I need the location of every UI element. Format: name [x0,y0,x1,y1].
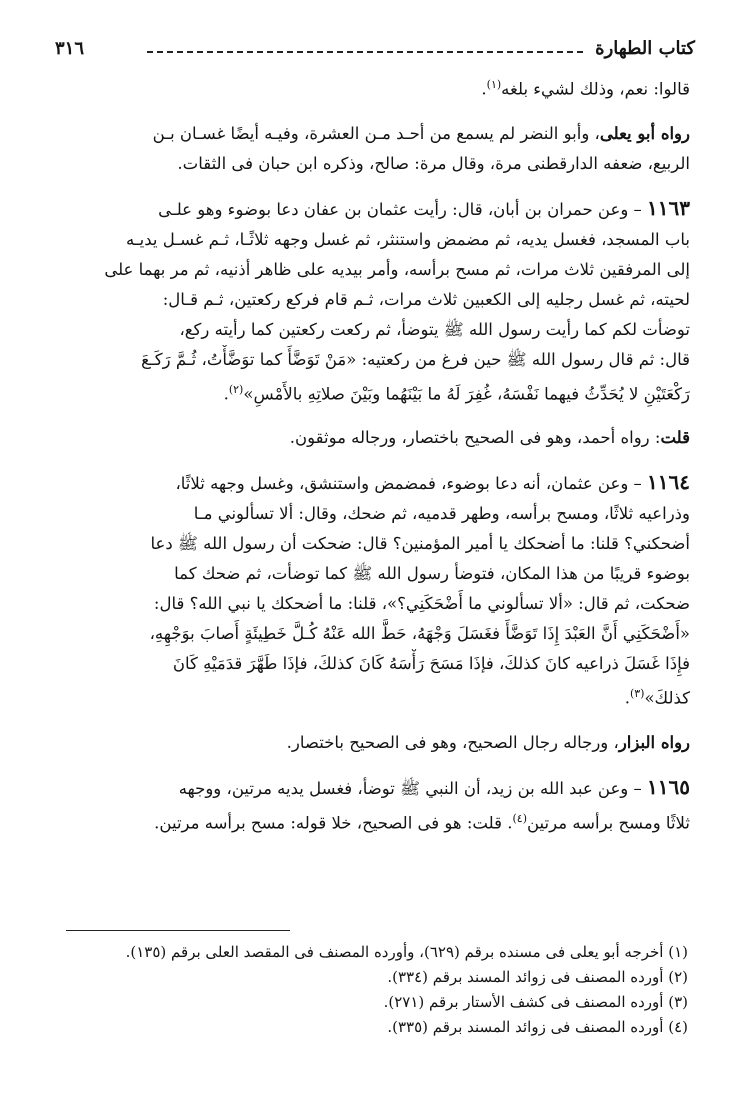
footnote: (٣) أورده المصنف فى كشف الأستار برقم (٢٧١). [383,993,688,1011]
hadith-text: ثلاثًا ومسح برأسه مرتين [527,813,690,832]
footnote-ref: (١) [486,78,502,91]
page-body [62,70,690,852]
intro-paragraph: قالوا: نعم، وذلك لشيء بلغه$^{(١)}$. [481,78,690,99]
hadith-number: ١١٦٣ [647,195,690,220]
source-label: رواه البزار [618,732,690,752]
hadith-text: – وعن حمران بن أبان، قال: رأيت عثمان بن عفان دعا بوضوء وهو علـى [158,199,648,219]
narration-abu-yala [62,119,690,179]
footnote: (١) أخرجه أبو يعلى فى مسنده برقم (٦٢٩)، وأورده المصنف فى المقصد العلى برقم (١٣٥). [125,943,688,961]
hadith-text: . قلت: هو فى الصحيح، خلا قوله: مسح برأسه مرتين. [154,813,513,832]
hadith-text: توضأت لكم كما رأيت رسول الله ﷺ يتوضأ، ثم ركعت ركعتين كما رأيته ركع، [179,319,690,339]
hadith-text: ضحكت، ثم قال: «ألا تسألوني ما أَضْحَكَنِي؟»، قلنا: ما أضحكك يا نبي الله؟ قال: [153,594,690,613]
paragraph-text: ، ورجاله رجال الصحيح، وهو فى الصحيح باختصار. [286,732,619,752]
hadith-text: إلى المرفقين ثلاث مرات، ثم مسح برأسه، وأمر بيديه على ظاهر أذنيه، ثم مر بهما على [104,259,690,279]
hadith-text: رَكْعَتَيْنِ لا يُحَدِّثُ فيهما نَفْسَهُ، غُفِرَ لَهُ ما بَيْنَهُما وبَيْنَ صلاتِهِ بالأَمْسِ» [243,384,690,403]
hadith-text: باب المسجد، فغسل يديه، ثم مضمض واستنثر، ثم غسل وجهه ثلاثًـا، ثـم غسـل يديـه [125,229,690,249]
footnote-ref: (٢) [228,382,244,396]
footnote-ref: (٤) [512,811,527,825]
paragraph-text: ، وأبو النضر لم يسمع من أحـد مـن العشرة، وفيـه أيضًا غسـان بـن [152,123,600,143]
hadith-text: لحيته، ثم غسل رجليه إلى الكعبين ثلاث مرات، ثـم قام فركع ركعتين، ثـم قـال: [162,289,690,309]
hadith-text: قال: ثم قال رسول الله ﷺ حين فرغ من ركعتيه: «مَنْ تَوَضَّأَ كما توَضَّأْتُ، ثُـمَّ رَكَـعَ [141,349,690,369]
running-header [55,36,695,66]
source-label: رواه أبو يعلى [599,123,690,143]
hadith-number: ١١٦٥ [647,774,690,799]
hadith-1164: ١١٦٤ – وعن عثمان، أنه دعا بوضوء، فمضمض واستنشق، وغسل وجهه ثلاثًا، وذراعيه ثلاثًا، ومسح برأسه، وطهر قدميه، ثم ضحك، وقال: ألا تسألوني مـا أضحكني؟ قلنا: ما أضحكك يا أمير المؤمنين؟ قال: ضحكت أن رسول الله ﷺ دعا بوضوء قريبًا من هذا المكان، فتوضأ رسول الله ﷺ كما توضأت، ثم ضحك كما ضحكت، ثم قال: «ألا تسألوني ما أَضْحَكَنِي؟»، قلنا: ما أضحكك يا نبي الله؟ قال: «أَضْحَكَنِي أَنَّ العَبْدَ إِذَا تَوَضَّأَ فغَسَلَ وَجْهَهُ، حَطَّ الله عَنْهُ كُـلَّ خَطِيئَةٍ أَصابَ بوَجْهِهِ، فإِذَا غَسَلَ ذراعيه كانَ كذلكَ، فإذَا مَسَحَ رَأْسَهُ كَانَ كذلكَ، فإذَا طَهَّرَ قدَمَيْهِ كَانَ كذلكَ»$^{(٣)}$. [62,467,690,714]
comment-qult [62,423,690,453]
hadith-number: ١١٦٤ [647,470,690,494]
hadith-text: بوضوء قريبًا من هذا المكان، فتوضأ رسول الله ﷺ كما توضأت، ثم ضحك كما [174,564,690,583]
comment-label: قلت [660,428,690,447]
hadith-text: – وعن عبد الله بن زيد، أن النبي ﷺ توضأ، فغسل يديه مرتين، ووجهه [178,778,648,798]
narration-bazzar [62,728,690,758]
hadith-text: كذلكَ» [644,688,690,708]
footnote: (٢) أورده المصنف فى زوائد المسند برقم (٣٣٤). [387,968,688,986]
hadith-text: فإِذَا غَسَلَ ذراعيه كانَ كذلكَ، فإذَا مَسَحَ رَأْسَهُ كَانَ كذلكَ، فإذَا طَهَّرَ قدَمَيْهِ كَانَ [172,654,690,673]
hadith-text: أضحكني؟ قلنا: ما أضحكك يا أمير المؤمنين؟ قال: ضحكت أن رسول الله ﷺ دعا [150,534,690,553]
hadith-text: – وعن عثمان، أنه دعا بوضوء، فمضمض واستنشق، وغسل وجهه ثلاثًا، [175,474,648,493]
hadith-1165 [62,772,690,839]
book-title: كتاب الطهارة [595,38,695,59]
comment-text: : رواه أحمد، وهو فى الصحيح باختصار، ورجاله موثقون. [289,428,661,447]
footnote-separator [66,930,290,931]
footnote-ref: (٣) [629,687,645,700]
footnotes [62,940,688,1040]
paragraph-text: الربيع، ضعفه الدارقطنى مرة، وقال مرة: صالح، وذكره ابن حبان فى الثقات. [177,153,690,173]
header-dashed-rule [147,51,583,53]
hadith-1163: ١١٦٣ – وعن حمران بن أبان، قال: رأيت عثمان بن عفان دعا بوضوء وهو علـى باب المسجد، فغسل يديه، ثم مضمض واستنثر، ثم غسل وجهه ثلاثًـا، ثـم غسـل يديـه إلى المرفقين ثلاث مرات، ثم مسح برأسه، وأمر بيديه على ظاهر أذنيه، ثم مر بهما على لحيته، ثم غسل رجليه إلى الكعبين ثلاث مرات، ثـم قام فركع ركعتين، ثـم قـال: توضأت لكم كما رأيت رسول الله ﷺ يتوضأ، ثم ركعت ركعتين كما رأيته ركع، قال: ثم قال رسول الله ﷺ حين فرغ من ركعتيه: «مَنْ تَوَضَّأَ كما توَضَّأْتُ، ثُـمَّ رَكَـعَ رَكْعَتَيْنِ لا يُحَدِّثُ فيهما نَفْسَهُ، غُفِرَ لَهُ ما بَيْنَهُما وبَيْنَ صلاتِهِ بالأَمْسِ»$^{(٢)}$. [62,193,690,410]
footnote: (٤) أورده المصنف فى زوائد المسند برقم (٣٣٥). [387,1018,688,1036]
hadith-text: «أَضْحَكَنِي أَنَّ العَبْدَ إِذَا تَوَضَّأَ فغَسَلَ وَجْهَهُ، حَطَّ الله عَنْهُ كُـلَّ خَطِيئَةٍ أَصابَ بوَجْهِهِ، [149,624,690,643]
hadith-text: وذراعيه ثلاثًا، ومسح برأسه، وطهر قدميه، ثم ضحك، وقال: ألا تسألوني مـا [193,504,690,523]
intro-text: قالوا: نعم، وذلك لشيء بلغه [501,79,690,99]
page-number: ٣١٦ [55,38,85,59]
